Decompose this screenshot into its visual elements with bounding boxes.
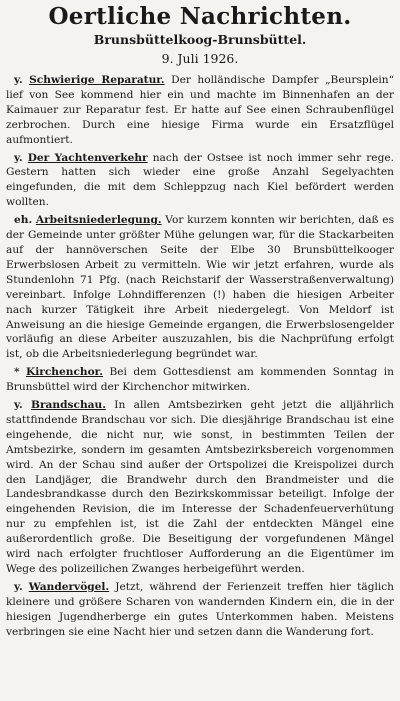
article-heading: Wandervögel. [28, 580, 110, 593]
article-heading: Kirchenchor. [26, 366, 103, 379]
issue-date: 9. Juli 1926. [161, 51, 239, 66]
article-brandschau [6, 398, 394, 577]
article-heading: Brandschau. [31, 399, 106, 412]
article-body: Vor kurzem konnten wir berichten, daß es der Gemeinde unter größter Mühe gelungen war, für die Stackarbeiten auf der hannöverschen Seite der Elbe 30 Brunsbüttelkooger Erwerbslosen Arbeit zu vermitteln. Wie wir jetzt erfahren, wurde als Stundenlohn 71 Pfg. (nach Reichstarif der Wasserstraßenverwaltung) vereinbart. Infolge Lohndifferenzen (!) haben die hiesigen Arbeiter nach kurzer Tätigkeit ihre Arbeit niedergelegt. Von Meldorf ist Anweisung an die hiesige Gemeinde ergangen, die Erwerbslosengelder vorläufig an diese Arbeiter auszuzahlen, bis die Nachprüfung erfolgt ist, ob die Arbeitsniederlegung begründet war. [6, 214, 395, 361]
article-body: nach der Ostsee ist noch immer sehr rege. Gestern hatten sich wieder eine große Anzahl Segelyachten eingefunden, die mit dem Schleppzug nach Kiel befördert werden wollten. [6, 151, 394, 209]
article-kirchenchor [6, 365, 394, 395]
article-body: In allen Amtsbezirken geht jetzt die alljährlich stattfindende Brandschau vor sich. Die diesjährige Brandschau ist eine eingehende, die nicht nur, wie sonst, in bestimmten Teilen der Amtsbezirke, sondern im gesamten Amtsbezirksbereich vorgenommen wird. An der Schau sind außer der Ortspolizei die Kreispolizei durch den Landjäger, die Brandwehr durch den Brandmeister und die Landesbrandkasse durch den Bezirkskommissar beteiligt. Infolge der eingehenden Revision, die im Interesse der Schadenfeuerverhütung nur zu empfehlen ist, ist die Zahl der entdeckten Mängel eine außerordentlich große. Die Beseitigung der vorgefundenen Mängel wird nach erfolgter fruchtloser Aufforderung an die Eigentümer im Wege des polizeilichen Zwanges herbeigeführt werden. [6, 399, 394, 575]
article-body: Bei dem Gottesdienst am kommenden Sonntag in Brunsbüttel wird der Kirchenchor mitwirken. [6, 366, 395, 394]
author-marker: * [14, 366, 20, 379]
articles-list [6, 73, 394, 640]
article-yachtenverkehr [6, 151, 394, 211]
author-marker: eh. [14, 214, 33, 227]
article-wandervoegel [6, 580, 394, 640]
author-marker: y. [14, 399, 23, 412]
article-heading: Arbeitsniederlegung. [35, 214, 162, 227]
article-heading: Der Yachtenverkehr [27, 151, 148, 164]
article-body: Der holländische Dampfer „Beursplein“ lief von See kommend hier ein und machte im Binnenhafen an der Kaimauer zur Reparatur fest. Er hatte auf See einen Schraubenflügel zerbrochen. Durch eine hiesige Firma wurde ein Ersatzflügel aufmontiert. [6, 74, 394, 146]
locality-subtitle: Brunsbüttelkoog-Brunsbüttel. [93, 32, 307, 47]
author-marker: y. [14, 580, 23, 593]
section-title: Oertliche Nachrichten. [48, 3, 352, 30]
article-heading: Schwierige Reparatur. [29, 74, 165, 86]
article-arbeitsniederlegung [6, 213, 394, 362]
article-body: Jetzt, während der Ferienzeit treffen hier täglich kleinere und größere Scharen von wandernden Kindern ein, die in der hiesigen Jugendherberge ein gutes Unterkommen haben. Meistens verbringen sie eine Nacht hier und setzen dann die Wanderung fort. [6, 580, 395, 638]
author-marker: y. [14, 151, 23, 164]
article-schwierige-reparatur [6, 73, 394, 148]
author-marker: y. [14, 74, 23, 86]
